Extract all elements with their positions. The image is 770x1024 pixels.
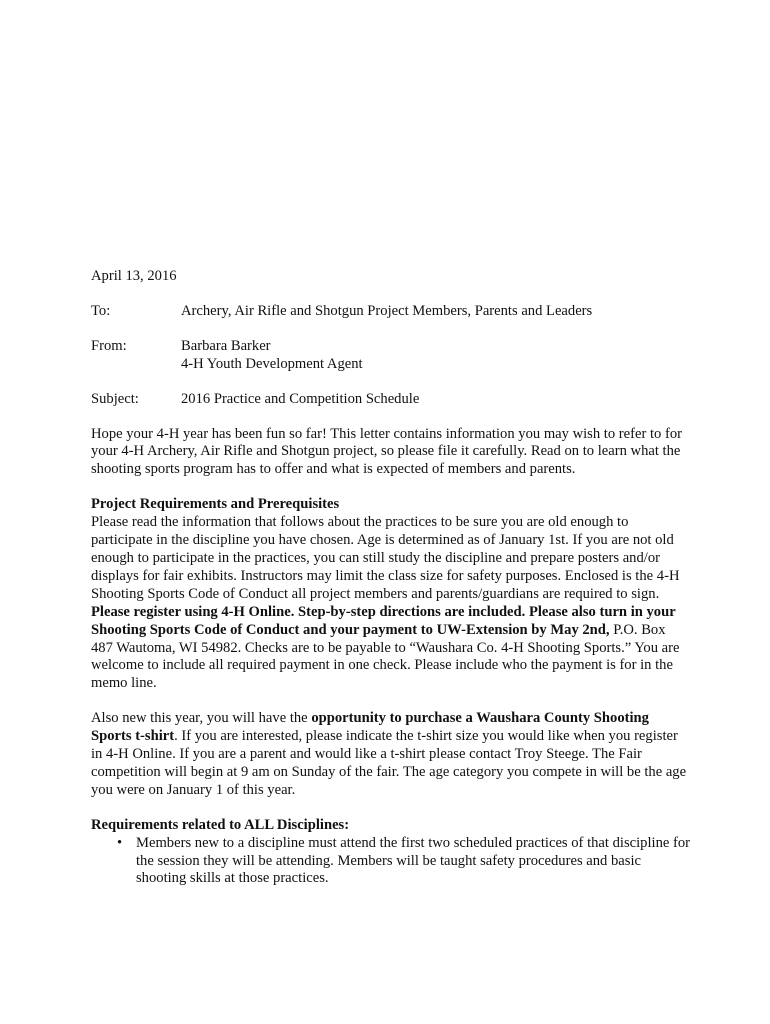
all-disciplines-list [91, 835, 691, 889]
all-disciplines-section [91, 817, 691, 889]
from-label: From: [91, 337, 127, 354]
bullet-icon: • [117, 834, 123, 851]
from-name: Barbara Barker [181, 337, 271, 354]
from-row [91, 338, 691, 374]
tshirt-bold-1: opportunity to purchase a Waushara County Shooting Sports t-shirt [91, 710, 649, 745]
tshirt-paragraph [91, 710, 691, 800]
list-item [117, 834, 691, 889]
from-value [181, 338, 691, 374]
subject-row [91, 391, 691, 409]
requirements-heading: Project Requirements and Prerequisites [91, 496, 340, 513]
requirements-paragraph [91, 514, 691, 693]
tshirt-text-1: Also new this year, you will have the [91, 710, 312, 727]
requirements-bold-1: Please register using 4-H Online. Step-by-step directions are included. Please also turn in your Shooting Sports Code of Conduct and your payment to UW-Extension by May 2nd, [91, 603, 676, 638]
requirements-section [91, 496, 691, 693]
requirements-text-2: P.O. Box 487 Wautoma, WI 54982. Checks are to be payable to “Waushara Co. 4-H Shooting Sports.” You are welcome to include all required payment in one check. Please include who the payment is for in the memo line. [91, 621, 680, 692]
list-item-text: Members new to a discipline must attend the first two scheduled practices of that discipline for the session they will be attending. Members will be taught safety procedures and basic shooting skills at those practices. [136, 834, 691, 887]
requirements-text-1: Please read the information that follows about the practices to be sure you are old enough to participate in the discipline you have chosen. Age is determined as of January 1st. If you are not old enough to participate in the practices, you can still study the discipline and prepare posters and/or displays for fair exhibits. Instructors may limit the class size for safety purposes. Enclosed is the 4-H Shooting Sports Code of Conduct all project members and parents/guardians are required to sign. [91, 514, 680, 602]
intro-paragraph: Hope your 4-H year has been fun so far! This letter contains information you may wish to refer to for your 4-H Archery, Air Rifle and Shotgun project, so please file it carefully. Read on to learn what the shooting sports program has to offer and what is expected of members and parents. [91, 425, 683, 478]
letter-date: April 13, 2016 [91, 268, 177, 284]
from-title: 4-H Youth Development Agent [181, 355, 363, 372]
to-value: Archery, Air Rifle and Shotgun Project Members, Parents and Leaders [181, 302, 593, 319]
letter-body [91, 268, 691, 888]
to-row [91, 303, 691, 321]
to-label: To: [91, 302, 111, 319]
subject-label: Subject: [91, 390, 139, 407]
tshirt-text-2: . If you are interested, please indicate the t-shirt size you would like when you register in 4-H Online. If you are a parent and would like a t-shirt please contact Troy Steege. The Fair competition will begin at 9 am on Sunday of the fair. The age category you compete in will be the age you were on January 1 of this year. [91, 728, 687, 798]
subject-value: 2016 Practice and Competition Schedule [181, 390, 420, 407]
all-disciplines-heading: Requirements related to ALL Disciplines: [91, 816, 350, 833]
